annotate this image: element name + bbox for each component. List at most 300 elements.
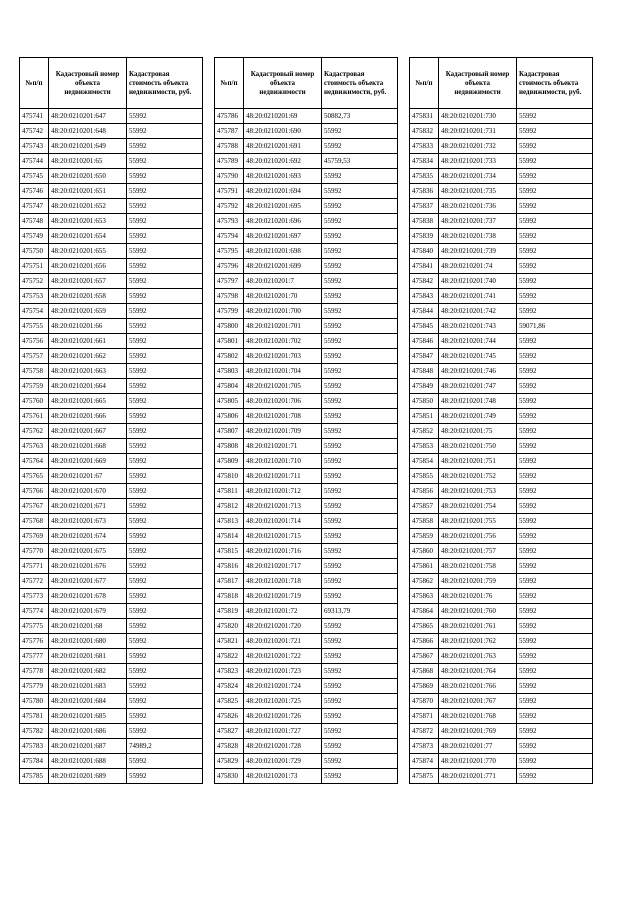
row-number: 475812 bbox=[215, 499, 244, 514]
cadastral-number: 48:20:0210201:709 bbox=[244, 424, 322, 439]
row-number: 475756 bbox=[20, 334, 49, 349]
table-row bbox=[215, 619, 398, 634]
table-row bbox=[20, 739, 203, 754]
table-row bbox=[410, 319, 593, 334]
table-row bbox=[410, 634, 593, 649]
table-row bbox=[215, 409, 398, 424]
cadastral-value: 55992 bbox=[322, 619, 398, 634]
cadastral-value: 55992 bbox=[322, 739, 398, 754]
cadastral-value: 55992 bbox=[127, 679, 203, 694]
table-row bbox=[410, 289, 593, 304]
cadastral-number: 48:20:0210201:729 bbox=[244, 754, 322, 769]
row-number: 475841 bbox=[410, 259, 439, 274]
cadastral-number: 48:20:0210201:665 bbox=[49, 394, 127, 409]
row-number: 475863 bbox=[410, 589, 439, 604]
cadastral-value: 55992 bbox=[127, 529, 203, 544]
cadastral-number: 48:20:0210201:703 bbox=[244, 349, 322, 364]
table-row bbox=[410, 484, 593, 499]
cadastral-value: 55992 bbox=[517, 499, 593, 514]
cadastral-value: 55992 bbox=[322, 709, 398, 724]
table-row bbox=[215, 664, 398, 679]
row-number: 475815 bbox=[215, 544, 244, 559]
cadastral-value: 55992 bbox=[127, 304, 203, 319]
cadastral-number: 48:20:0210201:763 bbox=[439, 649, 517, 664]
table-row bbox=[215, 679, 398, 694]
row-number: 475770 bbox=[20, 544, 49, 559]
cadastral-number: 48:20:0210201:706 bbox=[244, 394, 322, 409]
cadastral-value: 55992 bbox=[127, 754, 203, 769]
cadastral-number: 48:20:0210201:653 bbox=[49, 214, 127, 229]
cadastral-value: 55992 bbox=[517, 769, 593, 784]
cadastral-number: 48:20:0210201:746 bbox=[439, 364, 517, 379]
cadastral-value: 55992 bbox=[517, 304, 593, 319]
cadastral-number: 48:20:0210201:770 bbox=[439, 754, 517, 769]
cadastral-value: 55992 bbox=[127, 409, 203, 424]
cadastral-number: 48:20:0210201:725 bbox=[244, 694, 322, 709]
table-row bbox=[410, 469, 593, 484]
cadastral-value: 55992 bbox=[517, 184, 593, 199]
cadastral-value: 55992 bbox=[517, 724, 593, 739]
table-row bbox=[215, 529, 398, 544]
table-row bbox=[410, 649, 593, 664]
cadastral-value: 55992 bbox=[517, 259, 593, 274]
table-row bbox=[215, 319, 398, 334]
row-number: 475869 bbox=[410, 679, 439, 694]
cadastral-number: 48:20:0210201:712 bbox=[244, 484, 322, 499]
cadastral-value: 55992 bbox=[322, 589, 398, 604]
row-number: 475759 bbox=[20, 379, 49, 394]
cadastral-value: 55992 bbox=[127, 589, 203, 604]
cadastral-value: 55992 bbox=[517, 124, 593, 139]
cadastral-value: 55992 bbox=[322, 499, 398, 514]
cadastral-number: 48:20:0210201:759 bbox=[439, 574, 517, 589]
cadastral-number: 48:20:0210201:736 bbox=[439, 199, 517, 214]
cadastral-number: 48:20:0210201:710 bbox=[244, 454, 322, 469]
cadastral-number: 48:20:0210201:76 bbox=[439, 589, 517, 604]
row-number: 475872 bbox=[410, 724, 439, 739]
table-row bbox=[20, 499, 203, 514]
cadastral-number: 48:20:0210201:733 bbox=[439, 154, 517, 169]
row-number: 475768 bbox=[20, 514, 49, 529]
table-row bbox=[215, 484, 398, 499]
cadastral-value: 55992 bbox=[127, 649, 203, 664]
cadastral-number: 48:20:0210201:720 bbox=[244, 619, 322, 634]
row-number: 475847 bbox=[410, 349, 439, 364]
cadastral-number: 48:20:0210201:699 bbox=[244, 259, 322, 274]
cadastral-table-2 bbox=[214, 57, 398, 784]
row-number: 475852 bbox=[410, 424, 439, 439]
cadastral-number: 48:20:0210201:74 bbox=[439, 259, 517, 274]
row-number: 475754 bbox=[20, 304, 49, 319]
row-number: 475795 bbox=[215, 244, 244, 259]
header-cadastral-number: Кадастровый номер объекта недвижимости bbox=[49, 58, 127, 109]
cadastral-number: 48:20:0210201:693 bbox=[244, 169, 322, 184]
cadastral-value: 55992 bbox=[517, 229, 593, 244]
cadastral-value: 55992 bbox=[127, 709, 203, 724]
row-number: 475817 bbox=[215, 574, 244, 589]
cadastral-value: 55992 bbox=[127, 349, 203, 364]
cadastral-value: 55992 bbox=[322, 439, 398, 454]
row-number: 475867 bbox=[410, 649, 439, 664]
cadastral-value: 55992 bbox=[127, 559, 203, 574]
row-number: 475816 bbox=[215, 559, 244, 574]
table-row bbox=[20, 634, 203, 649]
cadastral-number: 48:20:0210201:764 bbox=[439, 664, 517, 679]
table-row bbox=[410, 199, 593, 214]
cadastral-value: 55992 bbox=[322, 124, 398, 139]
row-number: 475830 bbox=[215, 769, 244, 784]
row-number: 475824 bbox=[215, 679, 244, 694]
table-row bbox=[410, 439, 593, 454]
row-number: 475758 bbox=[20, 364, 49, 379]
cadastral-number: 48:20:0210201:65 bbox=[49, 154, 127, 169]
cadastral-value: 55992 bbox=[322, 694, 398, 709]
cadastral-value: 55992 bbox=[322, 574, 398, 589]
cadastral-value: 55992 bbox=[127, 319, 203, 334]
table-row bbox=[20, 334, 203, 349]
cadastral-value: 55992 bbox=[517, 139, 593, 154]
row-number: 475788 bbox=[215, 139, 244, 154]
cadastral-number: 48:20:0210201:688 bbox=[49, 754, 127, 769]
table-row bbox=[410, 229, 593, 244]
cadastral-number: 48:20:0210201:742 bbox=[439, 304, 517, 319]
table-row bbox=[215, 469, 398, 484]
table-row bbox=[20, 289, 203, 304]
table-row bbox=[20, 679, 203, 694]
cadastral-value: 55992 bbox=[127, 289, 203, 304]
cadastral-value: 55992 bbox=[322, 514, 398, 529]
cadastral-number: 48:20:0210201:677 bbox=[49, 574, 127, 589]
table-row bbox=[215, 574, 398, 589]
cadastral-number: 48:20:0210201:723 bbox=[244, 664, 322, 679]
row-number: 475765 bbox=[20, 469, 49, 484]
table-row bbox=[410, 709, 593, 724]
cadastral-value: 55992 bbox=[322, 199, 398, 214]
cadastral-value: 55992 bbox=[322, 244, 398, 259]
cadastral-value: 55992 bbox=[517, 334, 593, 349]
cadastral-number: 48:20:0210201:655 bbox=[49, 244, 127, 259]
row-number: 475769 bbox=[20, 529, 49, 544]
cadastral-number: 48:20:0210201:741 bbox=[439, 289, 517, 304]
row-number: 475781 bbox=[20, 709, 49, 724]
cadastral-value: 55992 bbox=[517, 754, 593, 769]
table-row bbox=[410, 214, 593, 229]
cadastral-value: 55992 bbox=[322, 379, 398, 394]
cadastral-number: 48:20:0210201:714 bbox=[244, 514, 322, 529]
row-number: 475850 bbox=[410, 394, 439, 409]
row-number: 475837 bbox=[410, 199, 439, 214]
cadastral-number: 48:20:0210201:749 bbox=[439, 409, 517, 424]
cadastral-number: 48:20:0210201:702 bbox=[244, 334, 322, 349]
row-number: 475840 bbox=[410, 244, 439, 259]
table-row bbox=[20, 379, 203, 394]
table-row bbox=[20, 349, 203, 364]
cadastral-value: 55992 bbox=[517, 739, 593, 754]
row-number: 475778 bbox=[20, 664, 49, 679]
table-row bbox=[20, 259, 203, 274]
table-row bbox=[215, 649, 398, 664]
table-row bbox=[215, 499, 398, 514]
cadastral-value: 55992 bbox=[517, 169, 593, 184]
cadastral-table-1 bbox=[19, 57, 203, 784]
cadastral-number: 48:20:0210201:731 bbox=[439, 124, 517, 139]
table-row bbox=[20, 139, 203, 154]
cadastral-value: 55992 bbox=[127, 514, 203, 529]
cadastral-number: 48:20:0210201:654 bbox=[49, 229, 127, 244]
table-row bbox=[20, 529, 203, 544]
table-row bbox=[410, 349, 593, 364]
cadastral-number: 48:20:0210201:755 bbox=[439, 514, 517, 529]
cadastral-number: 48:20:0210201:73 bbox=[244, 769, 322, 784]
cadastral-value: 55992 bbox=[127, 334, 203, 349]
cadastral-number: 48:20:0210201:767 bbox=[439, 694, 517, 709]
cadastral-number: 48:20:0210201:658 bbox=[49, 289, 127, 304]
table-row bbox=[410, 589, 593, 604]
cadastral-value: 55992 bbox=[322, 454, 398, 469]
cadastral-value: 55992 bbox=[322, 394, 398, 409]
cadastral-value: 55992 bbox=[517, 544, 593, 559]
cadastral-number: 48:20:0210201:754 bbox=[439, 499, 517, 514]
cadastral-value: 55992 bbox=[322, 769, 398, 784]
row-number: 475780 bbox=[20, 694, 49, 709]
row-number: 475803 bbox=[215, 364, 244, 379]
table-row bbox=[20, 439, 203, 454]
row-number: 475868 bbox=[410, 664, 439, 679]
cadastral-number: 48:20:0210201:666 bbox=[49, 409, 127, 424]
table-row bbox=[410, 499, 593, 514]
row-number: 475747 bbox=[20, 199, 49, 214]
cadastral-number: 48:20:0210201:77 bbox=[439, 739, 517, 754]
table-row bbox=[410, 514, 593, 529]
header-cadastral-value: Кадастровая стоимость объекта недвижимости, руб. bbox=[322, 58, 398, 109]
cadastral-value: 55992 bbox=[517, 364, 593, 379]
cadastral-number: 48:20:0210201:657 bbox=[49, 274, 127, 289]
cadastral-number: 48:20:0210201:684 bbox=[49, 694, 127, 709]
cadastral-number: 48:20:0210201:705 bbox=[244, 379, 322, 394]
row-number: 475797 bbox=[215, 274, 244, 289]
cadastral-value: 55992 bbox=[517, 349, 593, 364]
row-number: 475755 bbox=[20, 319, 49, 334]
cadastral-value: 55992 bbox=[322, 184, 398, 199]
row-number: 475790 bbox=[215, 169, 244, 184]
row-number: 475873 bbox=[410, 739, 439, 754]
cadastral-number: 48:20:0210201:769 bbox=[439, 724, 517, 739]
table-row bbox=[20, 154, 203, 169]
table-row bbox=[20, 589, 203, 604]
cadastral-value: 55992 bbox=[127, 634, 203, 649]
row-number: 475822 bbox=[215, 649, 244, 664]
cadastral-value: 55992 bbox=[127, 544, 203, 559]
header-number: №п/п bbox=[410, 58, 439, 109]
cadastral-value: 55992 bbox=[322, 169, 398, 184]
cadastral-number: 48:20:0210201:744 bbox=[439, 334, 517, 349]
row-number: 475745 bbox=[20, 169, 49, 184]
cadastral-number: 48:20:0210201:689 bbox=[49, 769, 127, 784]
cadastral-number: 48:20:0210201:743 bbox=[439, 319, 517, 334]
row-number: 475753 bbox=[20, 289, 49, 304]
row-number: 475842 bbox=[410, 274, 439, 289]
table-row bbox=[20, 469, 203, 484]
cadastral-number: 48:20:0210201:669 bbox=[49, 454, 127, 469]
cadastral-value: 55992 bbox=[127, 604, 203, 619]
row-number: 475748 bbox=[20, 214, 49, 229]
table-row bbox=[20, 454, 203, 469]
cadastral-number: 48:20:0210201:648 bbox=[49, 124, 127, 139]
table-row bbox=[20, 319, 203, 334]
cadastral-number: 48:20:0210201:717 bbox=[244, 559, 322, 574]
row-number: 475857 bbox=[410, 499, 439, 514]
cadastral-number: 48:20:0210201:671 bbox=[49, 499, 127, 514]
table-row bbox=[410, 559, 593, 574]
cadastral-number: 48:20:0210201:683 bbox=[49, 679, 127, 694]
table-row bbox=[410, 259, 593, 274]
cadastral-value: 55992 bbox=[127, 154, 203, 169]
cadastral-number: 48:20:0210201:692 bbox=[244, 154, 322, 169]
cadastral-number: 48:20:0210201:685 bbox=[49, 709, 127, 724]
cadastral-value: 55992 bbox=[517, 424, 593, 439]
cadastral-value: 55992 bbox=[127, 379, 203, 394]
cadastral-value: 55992 bbox=[127, 214, 203, 229]
cadastral-value: 55992 bbox=[322, 424, 398, 439]
cadastral-number: 48:20:0210201:687 bbox=[49, 739, 127, 754]
row-number: 475772 bbox=[20, 574, 49, 589]
table-row bbox=[215, 739, 398, 754]
cadastral-value: 55992 bbox=[322, 409, 398, 424]
cadastral-value: 55992 bbox=[322, 364, 398, 379]
table-row bbox=[410, 169, 593, 184]
cadastral-number: 48:20:0210201:732 bbox=[439, 139, 517, 154]
table-row bbox=[215, 439, 398, 454]
row-number: 475819 bbox=[215, 604, 244, 619]
cadastral-value: 55992 bbox=[127, 394, 203, 409]
cadastral-number: 48:20:0210201:771 bbox=[439, 769, 517, 784]
cadastral-value: 55992 bbox=[322, 304, 398, 319]
row-number: 475764 bbox=[20, 454, 49, 469]
row-number: 475835 bbox=[410, 169, 439, 184]
cadastral-number: 48:20:0210201:730 bbox=[439, 109, 517, 124]
cadastral-value: 55992 bbox=[127, 694, 203, 709]
row-number: 475742 bbox=[20, 124, 49, 139]
cadastral-number: 48:20:0210201:649 bbox=[49, 139, 127, 154]
cadastral-number: 48:20:0210201:678 bbox=[49, 589, 127, 604]
cadastral-value: 55992 bbox=[517, 709, 593, 724]
cadastral-value: 55992 bbox=[127, 364, 203, 379]
row-number: 475821 bbox=[215, 634, 244, 649]
table-row bbox=[215, 724, 398, 739]
cadastral-number: 48:20:0210201:753 bbox=[439, 484, 517, 499]
cadastral-number: 48:20:0210201:738 bbox=[439, 229, 517, 244]
table-row bbox=[20, 574, 203, 589]
row-number: 475875 bbox=[410, 769, 439, 784]
cadastral-value: 55992 bbox=[322, 139, 398, 154]
cadastral-value: 55992 bbox=[517, 439, 593, 454]
table-row bbox=[410, 724, 593, 739]
cadastral-number: 48:20:0210201:676 bbox=[49, 559, 127, 574]
cadastral-value: 55992 bbox=[322, 274, 398, 289]
row-number: 475855 bbox=[410, 469, 439, 484]
cadastral-number: 48:20:0210201:675 bbox=[49, 544, 127, 559]
cadastral-number: 48:20:0210201:735 bbox=[439, 184, 517, 199]
row-number: 475809 bbox=[215, 454, 244, 469]
cadastral-number: 48:20:0210201:694 bbox=[244, 184, 322, 199]
cadastral-number: 48:20:0210201:680 bbox=[49, 634, 127, 649]
row-number: 475853 bbox=[410, 439, 439, 454]
cadastral-number: 48:20:0210201:700 bbox=[244, 304, 322, 319]
table-row bbox=[215, 289, 398, 304]
cadastral-number: 48:20:0210201:750 bbox=[439, 439, 517, 454]
cadastral-number: 48:20:0210201:7 bbox=[244, 274, 322, 289]
row-number: 475871 bbox=[410, 709, 439, 724]
table-row bbox=[215, 199, 398, 214]
cadastral-value: 55992 bbox=[322, 319, 398, 334]
table-row bbox=[20, 514, 203, 529]
cadastral-value: 55992 bbox=[127, 244, 203, 259]
table-row bbox=[215, 694, 398, 709]
row-number: 475818 bbox=[215, 589, 244, 604]
table-row bbox=[410, 604, 593, 619]
table-row bbox=[410, 544, 593, 559]
row-number: 475760 bbox=[20, 394, 49, 409]
table-row bbox=[410, 394, 593, 409]
cadastral-number: 48:20:0210201:661 bbox=[49, 334, 127, 349]
table-row bbox=[215, 544, 398, 559]
table-row bbox=[215, 754, 398, 769]
cadastral-number: 48:20:0210201:757 bbox=[439, 544, 517, 559]
table-row bbox=[215, 634, 398, 649]
cadastral-value: 55992 bbox=[517, 154, 593, 169]
table-row bbox=[20, 769, 203, 784]
row-number: 475767 bbox=[20, 499, 49, 514]
cadastral-value: 55992 bbox=[322, 724, 398, 739]
table-row bbox=[20, 409, 203, 424]
cadastral-value: 59071,86 bbox=[517, 319, 593, 334]
cadastral-value: 55992 bbox=[517, 634, 593, 649]
cadastral-number: 48:20:0210201:664 bbox=[49, 379, 127, 394]
row-number: 475864 bbox=[410, 604, 439, 619]
table-row bbox=[20, 724, 203, 739]
table-row bbox=[215, 394, 398, 409]
row-number: 475789 bbox=[215, 154, 244, 169]
cadastral-value: 55992 bbox=[127, 229, 203, 244]
cadastral-number: 48:20:0210201:752 bbox=[439, 469, 517, 484]
cadastral-number: 48:20:0210201:651 bbox=[49, 184, 127, 199]
cadastral-value: 55992 bbox=[127, 259, 203, 274]
table-row bbox=[410, 574, 593, 589]
table-row bbox=[410, 664, 593, 679]
cadastral-number: 48:20:0210201:66 bbox=[49, 319, 127, 334]
row-number: 475773 bbox=[20, 589, 49, 604]
row-number: 475866 bbox=[410, 634, 439, 649]
row-number: 475854 bbox=[410, 454, 439, 469]
cadastral-number: 48:20:0210201:647 bbox=[49, 109, 127, 124]
cadastral-value: 55992 bbox=[322, 334, 398, 349]
cadastral-value: 55992 bbox=[517, 679, 593, 694]
table-row bbox=[410, 694, 593, 709]
cadastral-number: 48:20:0210201:670 bbox=[49, 484, 127, 499]
table-row bbox=[215, 304, 398, 319]
table-row bbox=[410, 154, 593, 169]
cadastral-table-3 bbox=[409, 57, 593, 784]
table-row bbox=[410, 304, 593, 319]
cadastral-value: 55992 bbox=[322, 229, 398, 244]
row-number: 475820 bbox=[215, 619, 244, 634]
row-number: 475813 bbox=[215, 514, 244, 529]
cadastral-number: 48:20:0210201:728 bbox=[244, 739, 322, 754]
row-number: 475741 bbox=[20, 109, 49, 124]
cadastral-number: 48:20:0210201:67 bbox=[49, 469, 127, 484]
cadastral-value: 55992 bbox=[127, 124, 203, 139]
row-number: 475796 bbox=[215, 259, 244, 274]
